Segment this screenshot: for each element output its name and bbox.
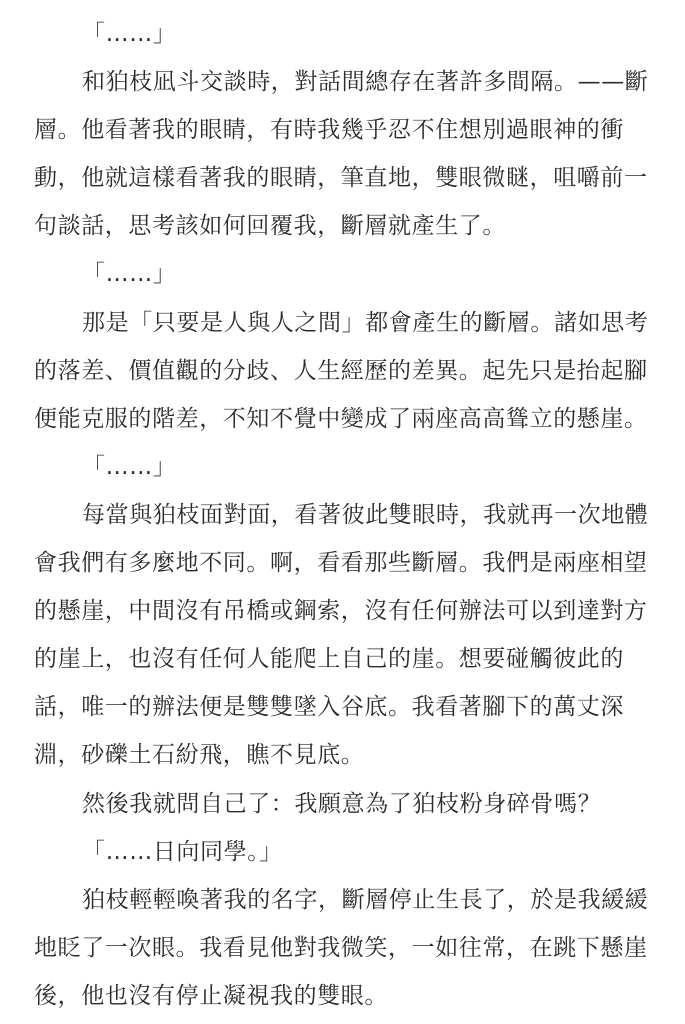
document-page <box>34 10 654 1020</box>
text-line: 「……」 <box>82 261 177 288</box>
text-line: 「……」 <box>82 453 177 480</box>
text-line: 後，他也沒有停止凝視我的雙眼。 <box>34 982 388 1009</box>
text-line: 每當與狛枝面對面，看著彼此雙眼時，我就再一次地體 <box>82 501 649 528</box>
text-line: 的崖上，也沒有任何人能爬上自己的崖。想要碰觸彼此的 <box>34 646 624 673</box>
text-line: 話，唯一的辦法便是雙雙墜入谷底。我看著腳下的萬丈深 <box>34 694 624 721</box>
text-line: 會我們有多麼地不同。啊，看看那些斷層。我們是兩座相望 <box>34 550 648 577</box>
text-line: 「……日向同學。」 <box>82 838 283 865</box>
text-line: 句談話，思考該如何回覆我，斷層就產生了。 <box>34 213 506 240</box>
text-line: 那是「只要是人與人之間」都會產生的斷層。諸如思考 <box>82 309 649 336</box>
text-line: 的落差、價值觀的分歧、人生經歷的差異。起先只是抬起腳 <box>34 357 648 384</box>
text-line: 「……」 <box>82 21 177 47</box>
text-line: 層。他看著我的眼睛，有時我幾乎忍不住想別過眼神的衝 <box>34 117 624 144</box>
text-line: 便能克服的階差，不知不覺中變成了兩座高高聳立的懸崖。 <box>34 405 648 432</box>
text-line: 然後我就問自己了：我願意為了狛枝粉身碎骨嗎？ <box>82 790 602 817</box>
text-line: 和狛枝凪斗交談時，對話間總存在著許多間隔。——斷 <box>82 69 649 96</box>
text-line: 地眨了一次眼。我看見他對我微笑，一如往常，在跳下懸崖 <box>34 934 648 961</box>
text-line: 淵，砂礫土石紛飛，瞧不見底。 <box>34 742 365 769</box>
text-line: 的懸崖，中間沒有吊橋或鋼索，沒有任何辦法可以到達對方 <box>34 598 648 625</box>
text-line: 動，他就這樣看著我的眼睛，筆直地，雙眼微瞇，咀嚼前一 <box>34 165 648 192</box>
text-line: 狛枝輕輕喚著我的名字，斷層停止生長了，於是我緩緩 <box>82 886 649 913</box>
